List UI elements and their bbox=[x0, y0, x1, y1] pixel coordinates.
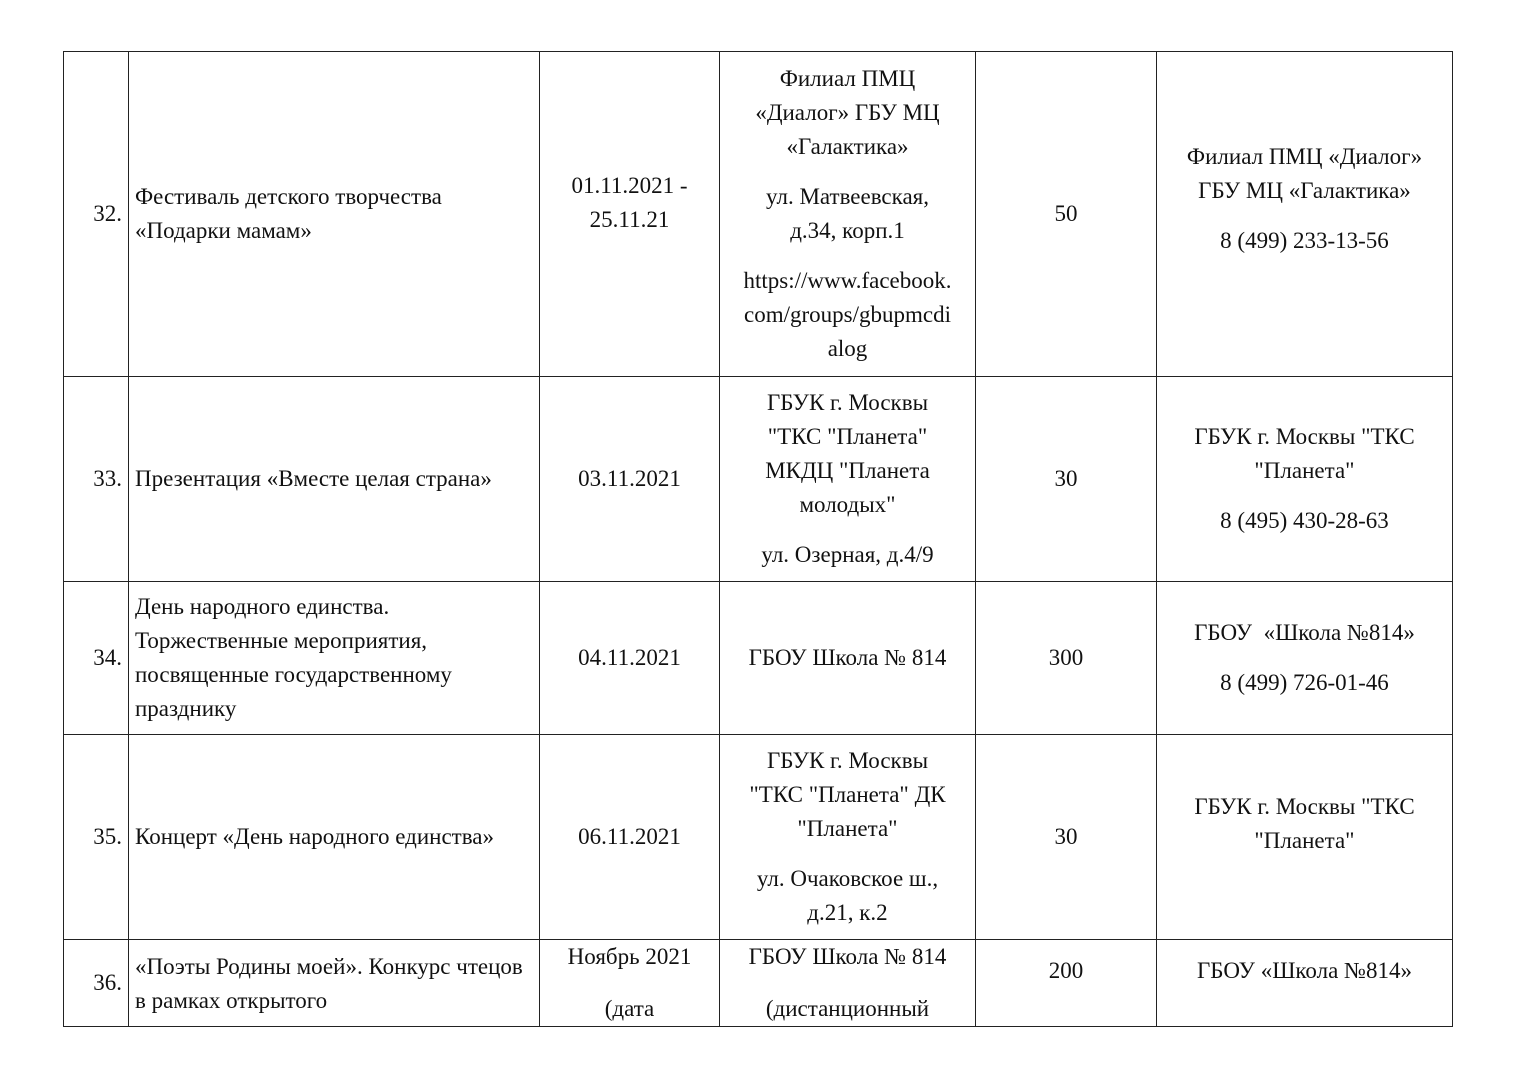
org-line: "Планета" bbox=[1254, 828, 1355, 853]
org-phone: 8 (499) 726-01-46 bbox=[1220, 670, 1389, 695]
org-line: ГБУ МЦ «Галактика» bbox=[1198, 178, 1411, 203]
participant-count: 50 bbox=[976, 52, 1157, 377]
org-line: ГБУК г. Москвы "ТКС bbox=[1194, 424, 1415, 449]
place-line: «Галактика» bbox=[786, 134, 909, 159]
place-line: (дистанционный bbox=[765, 996, 930, 1021]
event-place bbox=[720, 52, 976, 377]
org-line: ГБУК г. Москвы "ТКС bbox=[1194, 794, 1415, 819]
place-line: ул. Озерная, д.4/9 bbox=[761, 542, 934, 567]
event-date: 03.11.2021 bbox=[540, 377, 720, 582]
place-link-line: com/groups/gbupmcdi bbox=[744, 302, 951, 327]
place-line: ул. Матвеевская, bbox=[765, 184, 930, 209]
row-number: 34. bbox=[64, 582, 129, 735]
event-date: 04.11.2021 bbox=[540, 582, 720, 735]
event-organizer bbox=[1157, 377, 1453, 582]
place-line: ГБУК г. Москвы bbox=[766, 748, 929, 773]
place-line: д.34, корп.1 bbox=[790, 218, 905, 243]
place-line: ГБОУ Школа № 814 bbox=[748, 944, 947, 969]
table-row bbox=[64, 735, 1453, 940]
place-line: МКДЦ "Планета bbox=[765, 458, 930, 483]
place-line: "ТКС "Планета" ДК bbox=[749, 782, 946, 807]
participant-count: 30 bbox=[976, 735, 1157, 940]
event-title: Концерт «День народного единства» bbox=[129, 735, 540, 940]
event-organizer bbox=[1157, 582, 1453, 735]
place-line: ул. Очаковское ш., bbox=[756, 866, 939, 891]
org-line: Филиал ПМЦ «Диалог» bbox=[1186, 144, 1423, 169]
place-link-line: alog bbox=[827, 336, 868, 361]
event-organizer: ГБОУ «Школа №814» bbox=[1157, 940, 1453, 1027]
place-line: "Планета" bbox=[797, 816, 898, 841]
place-link-line: https://www.facebook. bbox=[743, 268, 952, 293]
event-title: «Поэты Родины моей». Конкурс чтецов в рамках открытого bbox=[129, 940, 540, 1027]
place-line: ГБУК г. Москвы bbox=[766, 390, 929, 415]
events-table bbox=[63, 51, 1453, 1027]
date-line: Ноябрь 2021 bbox=[567, 944, 692, 969]
participant-count: 300 bbox=[976, 582, 1157, 735]
date-line: 01.11.2021 - bbox=[571, 173, 688, 198]
date-line: (дата bbox=[604, 996, 655, 1021]
table-row bbox=[64, 52, 1453, 377]
table-row bbox=[64, 582, 1453, 735]
event-organizer bbox=[1157, 52, 1453, 377]
table-row bbox=[64, 940, 1453, 1027]
place-line: "ТКС "Планета" bbox=[767, 424, 928, 449]
place-line: молодых" bbox=[799, 492, 896, 517]
place-line: д.21, к.2 bbox=[807, 900, 888, 925]
participant-count: 30 bbox=[976, 377, 1157, 582]
org-line: ГБОУ «Школа №814» bbox=[1194, 620, 1415, 645]
org-phone: 8 (499) 233-13-56 bbox=[1220, 228, 1389, 253]
event-title: День народного единства. Торжественные мероприятия, посвященные государственному празднику bbox=[129, 582, 540, 735]
event-place bbox=[720, 940, 976, 1027]
event-title: Фестиваль детского творчества «Подарки мамам» bbox=[129, 52, 540, 377]
event-date bbox=[540, 940, 720, 1027]
participant-count: 200 bbox=[976, 940, 1157, 1027]
event-organizer bbox=[1157, 735, 1453, 940]
org-phone: 8 (495) 430-28-63 bbox=[1220, 508, 1389, 533]
event-title: Презентация «Вместе целая страна» bbox=[129, 377, 540, 582]
event-date bbox=[540, 52, 720, 377]
date-line: 25.11.21 bbox=[589, 207, 670, 232]
event-place: ГБОУ Школа № 814 bbox=[720, 582, 976, 735]
row-number: 35. bbox=[64, 735, 129, 940]
row-number: 33. bbox=[64, 377, 129, 582]
event-date: 06.11.2021 bbox=[540, 735, 720, 940]
event-place bbox=[720, 377, 976, 582]
table-row bbox=[64, 377, 1453, 582]
place-line: Филиал ПМЦ bbox=[779, 66, 916, 91]
place-line: «Диалог» ГБУ МЦ bbox=[755, 100, 940, 125]
row-number: 36. bbox=[64, 940, 129, 1027]
org-line: "Планета" bbox=[1254, 458, 1355, 483]
row-number: 32. bbox=[64, 52, 129, 377]
event-place bbox=[720, 735, 976, 940]
